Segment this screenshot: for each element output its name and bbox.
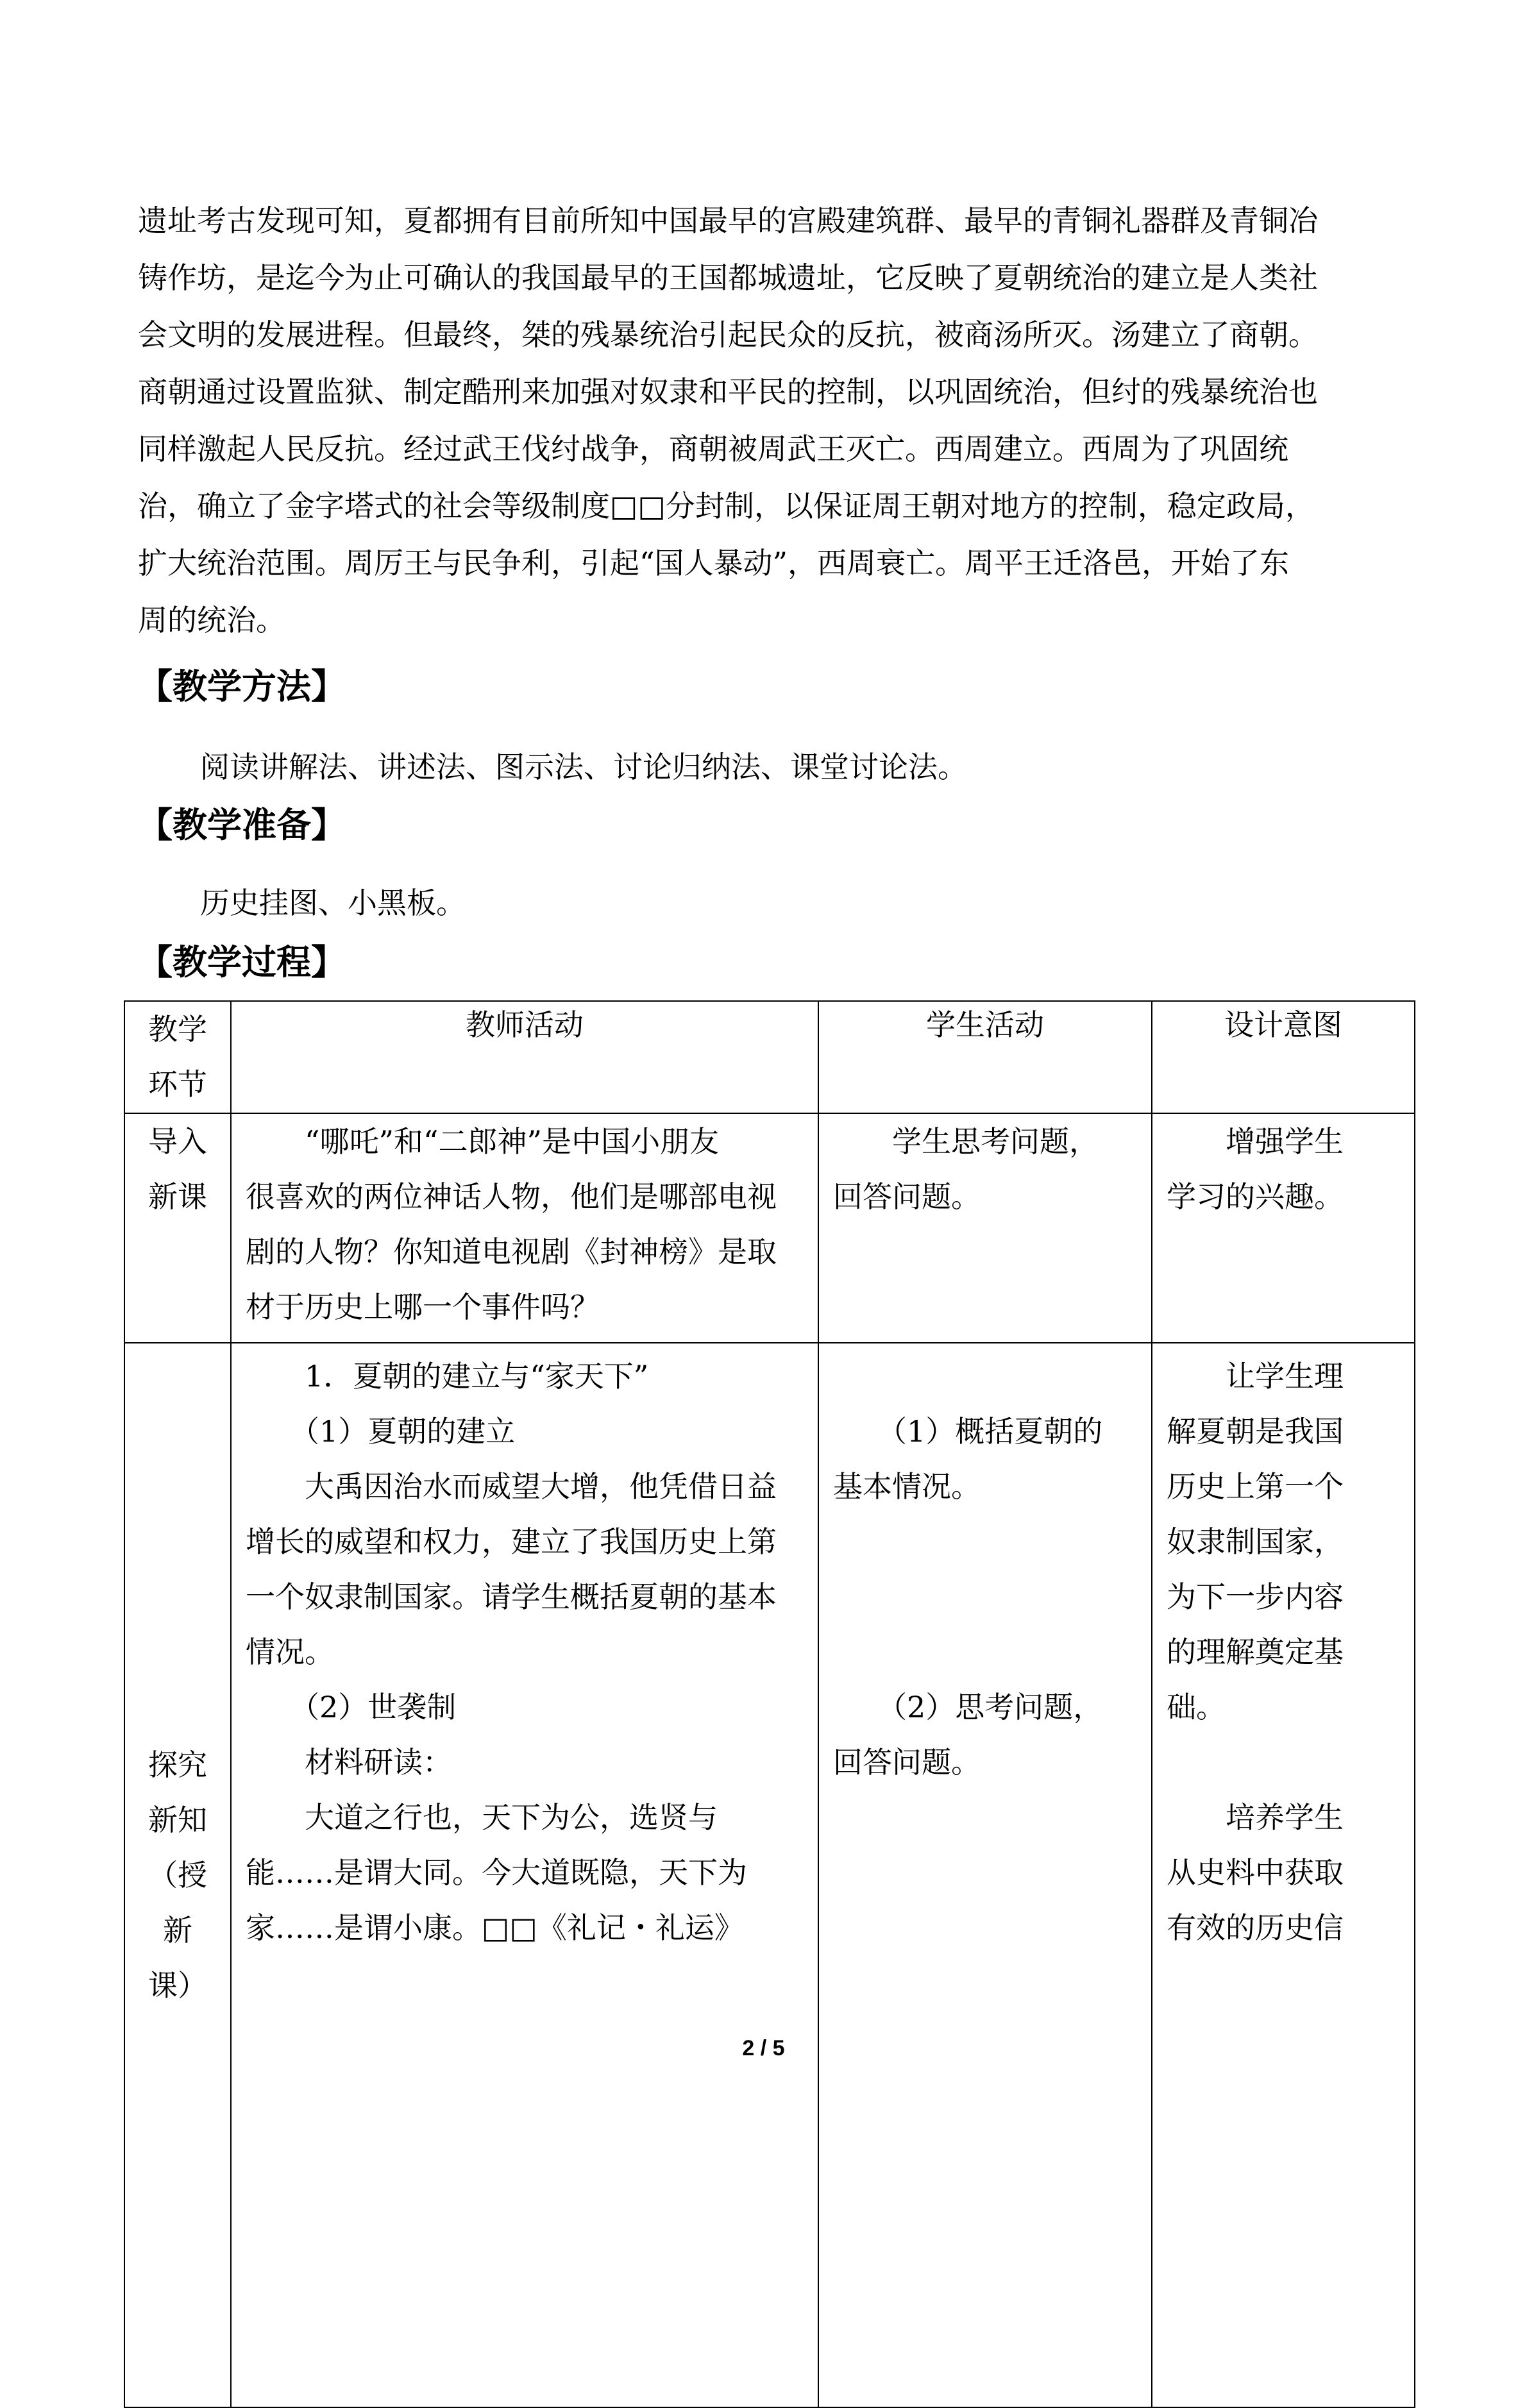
cell-line: 探究 — [148, 1747, 207, 1782]
heading-teaching-preparation: 【教学准备】 — [138, 804, 346, 845]
table-header-row — [124, 1001, 1415, 1113]
cell-line: 增长的威望和权力，建立了我国历史上第 — [246, 1524, 777, 1559]
cell-line: 课） — [148, 1968, 207, 2003]
cell-line — [833, 1349, 1137, 1404]
header-teacher-activity: 教师活动 — [231, 1001, 818, 1113]
cell-line: 大道之行也，天下为公，选贤与 — [246, 1800, 718, 1835]
paragraph-line: 扩大统治范围。周厉王与民争利，引起“国人暴动”，西周衰亡。周平王迁洛邑，开始了东 — [138, 546, 1290, 580]
cell-line — [1167, 1735, 1400, 1790]
stage-cell — [124, 1113, 231, 1343]
cell-line: 让学生理 — [1167, 1359, 1344, 1393]
paragraph-line: 遗址考古发现可知，夏都拥有目前所知中国最早的宫殿建筑群、最早的青铜礼器群及青铜冶 — [138, 203, 1318, 238]
cell-line: 培养学生 — [1167, 1800, 1344, 1835]
cell-line: 学习的兴趣。 — [1167, 1179, 1344, 1214]
cell-line: （1）夏朝的建立 — [246, 1414, 516, 1449]
paragraph-line: 商朝通过设置监狱、制定酷刑来加强对奴隶和平民的控制，以巩固统治，但纣的残暴统治也 — [138, 375, 1318, 409]
header-stage-line: 环节 — [148, 1067, 207, 1102]
cell-line — [833, 1569, 1137, 1624]
cell-line: （1）概括夏朝的 — [833, 1414, 1103, 1449]
cell-line: 1．夏朝的建立与“家天下” — [246, 1359, 649, 1393]
cell-line: 家……是谓小康。□□《礼记・礼运》 — [246, 1910, 744, 1945]
table-row — [124, 1343, 1415, 2407]
student-activity-cell — [818, 1113, 1152, 1343]
cell-line: 情况。 — [246, 1635, 334, 1669]
cell-line: 为下一步内容 — [1167, 1579, 1344, 1614]
cell-line: 导入 — [148, 1124, 207, 1159]
paragraph-line: 治，确立了金字塔式的社会等级制度□□分封制，以保证周王朝对地方的控制，稳定政局， — [138, 489, 1315, 523]
heading-teaching-process: 【教学过程】 — [138, 941, 346, 982]
stage-cell — [124, 1343, 231, 2407]
design-intent-cell — [1152, 1343, 1415, 2407]
cell-line: 新知 — [148, 1803, 207, 1837]
cell-line: （2）思考问题， — [833, 1690, 1103, 1724]
cell-line: 础。 — [1167, 1690, 1226, 1724]
student-activity-cell — [818, 1343, 1152, 2407]
cell-line: 奴隶制国家， — [1167, 1524, 1344, 1559]
lesson-process-table — [124, 1000, 1415, 2408]
paragraph-line: 同样激起人民反抗。经过武王伐纣战争，商朝被周武王灭亡。西周建立。西周为了巩固统 — [138, 432, 1288, 466]
cell-line: 历史上第一个 — [1167, 1469, 1344, 1504]
cell-line: 增强学生 — [1167, 1124, 1344, 1159]
table-row — [124, 1113, 1415, 1343]
cell-line: 大禹因治水而威望大增，他凭借日益 — [246, 1469, 777, 1504]
cell-line: 从史料中获取 — [1167, 1855, 1344, 1890]
page-number: 2 / 5 — [742, 2036, 785, 2060]
cell-line: （2）世袭制 — [246, 1690, 457, 1724]
cell-line: 一个奴隶制国家。请学生概括夏朝的基本 — [246, 1579, 777, 1614]
cell-line: 新课 — [148, 1179, 207, 1214]
cell-line: 回答问题。 — [833, 1745, 981, 1780]
intro-paragraph — [138, 192, 1388, 649]
cell-line: （授 — [148, 1858, 207, 1892]
cell-line: 回答问题。 — [833, 1179, 981, 1214]
cell-line: 能……是谓大同。今大道既隐，天下为 — [246, 1855, 747, 1890]
cell-line: 解夏朝是我国 — [1167, 1414, 1344, 1449]
cell-line: 剧的人物？你知道电视剧《封神榜》是取 — [246, 1234, 777, 1269]
cell-line: 材于历史上哪一个事件吗？ — [246, 1290, 600, 1324]
cell-line: 学生思考问题， — [833, 1124, 1099, 1159]
cell-line: 的理解奠定基 — [1167, 1635, 1344, 1669]
header-design-intent: 设计意图 — [1152, 1001, 1415, 1113]
cell-line: 很喜欢的两位神话人物，他们是哪部电视 — [246, 1179, 777, 1214]
teaching-method-content: 阅读讲解法、讲述法、图示法、讨论归纳法、课堂讨论法。 — [200, 750, 967, 784]
paragraph-line: 周的统治。 — [138, 603, 285, 637]
cell-line: 基本情况。 — [833, 1469, 981, 1504]
cell-line: 材料研读： — [246, 1745, 452, 1780]
teacher-activity-cell — [231, 1343, 818, 2407]
heading-teaching-method: 【教学方法】 — [138, 666, 346, 707]
cell-line — [833, 1514, 1137, 1569]
design-intent-cell — [1152, 1113, 1415, 1343]
header-stage-line: 教学 — [148, 1012, 207, 1047]
cell-line — [833, 1624, 1137, 1680]
cell-line: 有效的历史信 — [1167, 1910, 1344, 1945]
header-student-activity: 学生活动 — [818, 1001, 1152, 1113]
header-stage — [124, 1001, 231, 1113]
cell-line: “哪吒”和“二郎神”是中国小朋友 — [246, 1124, 720, 1159]
paragraph-line: 会文明的发展进程。但最终，桀的残暴统治引起民众的反抗，被商汤所灭。汤建立了商朝。 — [138, 317, 1318, 352]
teaching-preparation-content: 历史挂图、小黑板。 — [200, 886, 466, 920]
teacher-activity-cell — [231, 1113, 818, 1343]
cell-line: 新 — [163, 1913, 192, 1948]
paragraph-line: 铸作坊，是迄今为止可确认的我国最早的王国都城遗址，它反映了夏朝统治的建立是人类社 — [138, 260, 1318, 295]
